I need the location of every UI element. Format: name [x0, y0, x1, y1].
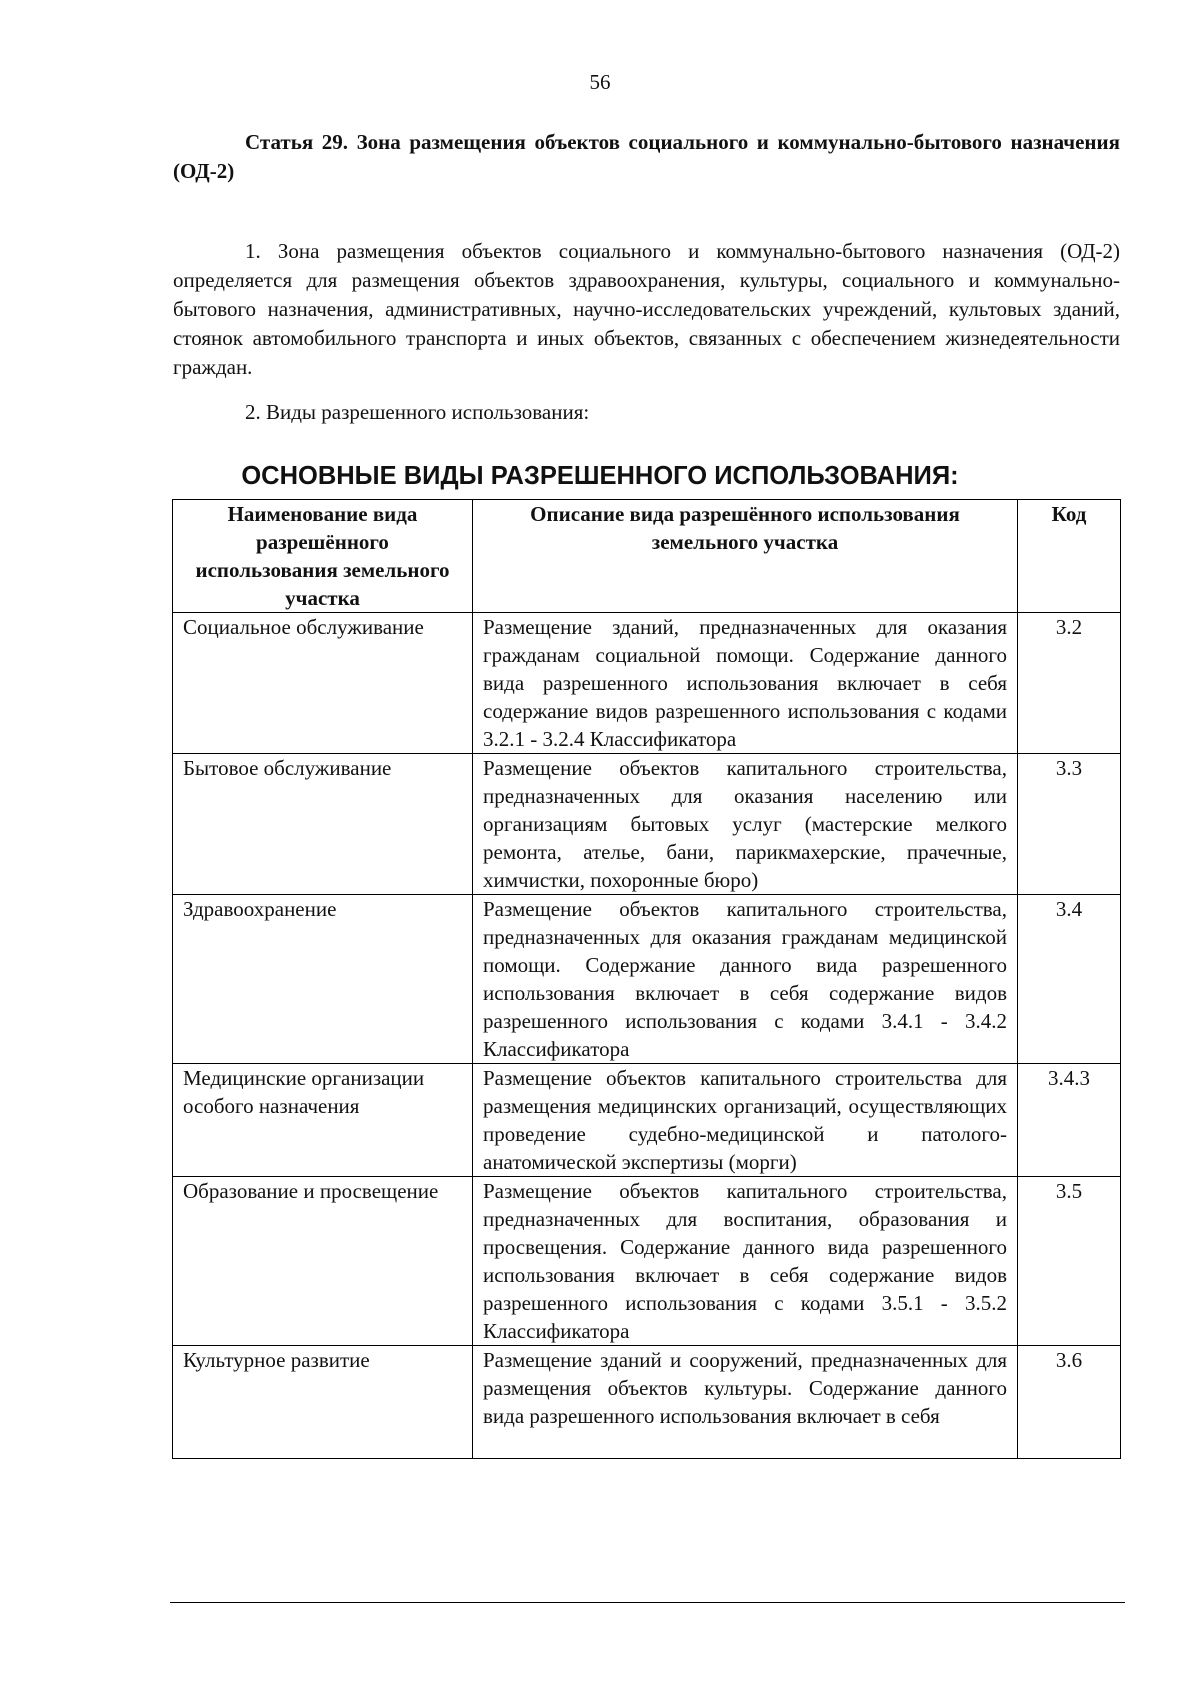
use-name: Образование и просвещение — [173, 1177, 473, 1346]
use-code: 3.2 — [1018, 613, 1121, 754]
use-name: Социальное обслуживание — [173, 613, 473, 754]
paragraph-zone-description: 1. Зона размещения объектов социального и коммунально-бытового назначения (ОД-2) определяется для размещения объектов здравоохранения, культуры, социального и коммунально-бытового назначения, административных, научно-исследовательских учреждений, культовых зданий, стоянок автомобильного транспорта и иных объектов, связанных с обеспечением жизнедеятельности граждан. — [173, 239, 1120, 379]
table-header-row — [173, 500, 1121, 613]
use-code: 3.5 — [1018, 1177, 1121, 1346]
use-description: Размещение зданий и сооружений, предназначенных для размещения объектов культуры. Содержание данного вида разрешенного использования включает в себя — [473, 1346, 1018, 1459]
permitted-uses-table — [172, 499, 1121, 1459]
use-name: Здравоохранение — [173, 895, 473, 1064]
use-name: Культурное развитие — [173, 1346, 473, 1459]
table-title: ОСНОВНЫЕ ВИДЫ РАЗРЕШЕННОГО ИСПОЛЬЗОВАНИЯ: — [241, 462, 959, 490]
use-name: Бытовое обслуживание — [173, 754, 473, 895]
footer-rule — [170, 1602, 1125, 1603]
table-row — [173, 1064, 1121, 1177]
use-description: Размещение объектов капитального строительства, предназначенных для оказания населению или организациям бытовых услуг (мастерские мелкого ремонта, ателье, бани, парикмахерские, прачечные, химчистки, похоронные бюро) — [473, 754, 1018, 895]
use-description: Размещение зданий, предназначенных для оказания гражданам социальной помощи. Содержание данного вида разрешенного использования включает в себя содержание видов разрешенного использования с кодами 3.2.1 - 3.2.4 Классификатора — [473, 613, 1018, 754]
header-code: Код — [1018, 500, 1121, 613]
use-code: 3.4 — [1018, 895, 1121, 1064]
table-row — [173, 754, 1121, 895]
use-name: Медицинские организации особого назначения — [173, 1064, 473, 1177]
table-row — [173, 895, 1121, 1064]
table-row — [173, 1346, 1121, 1459]
table-row — [173, 1177, 1121, 1346]
use-code: 3.3 — [1018, 754, 1121, 895]
header-name: Наименование вида разрешённого использования земельного участка — [173, 500, 473, 613]
use-code: 3.6 — [1018, 1346, 1121, 1459]
use-code: 3.4.3 — [1018, 1064, 1121, 1177]
header-description: Описание вида разрешённого использования земельного участка — [473, 500, 1018, 613]
use-description: Размещение объектов капитального строительства, предназначенных для воспитания, образования и просвещения. Содержание данного вида разрешенного использования включает в себя содержание видов разрешенного использования с кодами 3.5.1 - 3.5.2 Классификатора — [473, 1177, 1018, 1346]
article-title: Статья 29. Зона размещения объектов социального и коммунально-бытового назначения (ОД-2) — [173, 130, 1120, 183]
table-row — [173, 613, 1121, 754]
use-description: Размещение объектов капитального строительства, предназначенных для оказания гражданам медицинской помощи. Содержание данного вида разрешенного использования включает в себя содержание видов разрешенного использования с кодами 3.4.1 - 3.4.2 Классификатора — [473, 895, 1018, 1064]
use-description: Размещение объектов капитального строительства для размещения медицинских организаций, осуществляющих проведение судебно-медицинской и патолого-анатомической экспертизы (морги) — [473, 1064, 1018, 1177]
page-number: 56 — [589, 70, 611, 94]
paragraph-permitted-uses: 2. Виды разрешенного использования: — [245, 400, 590, 424]
